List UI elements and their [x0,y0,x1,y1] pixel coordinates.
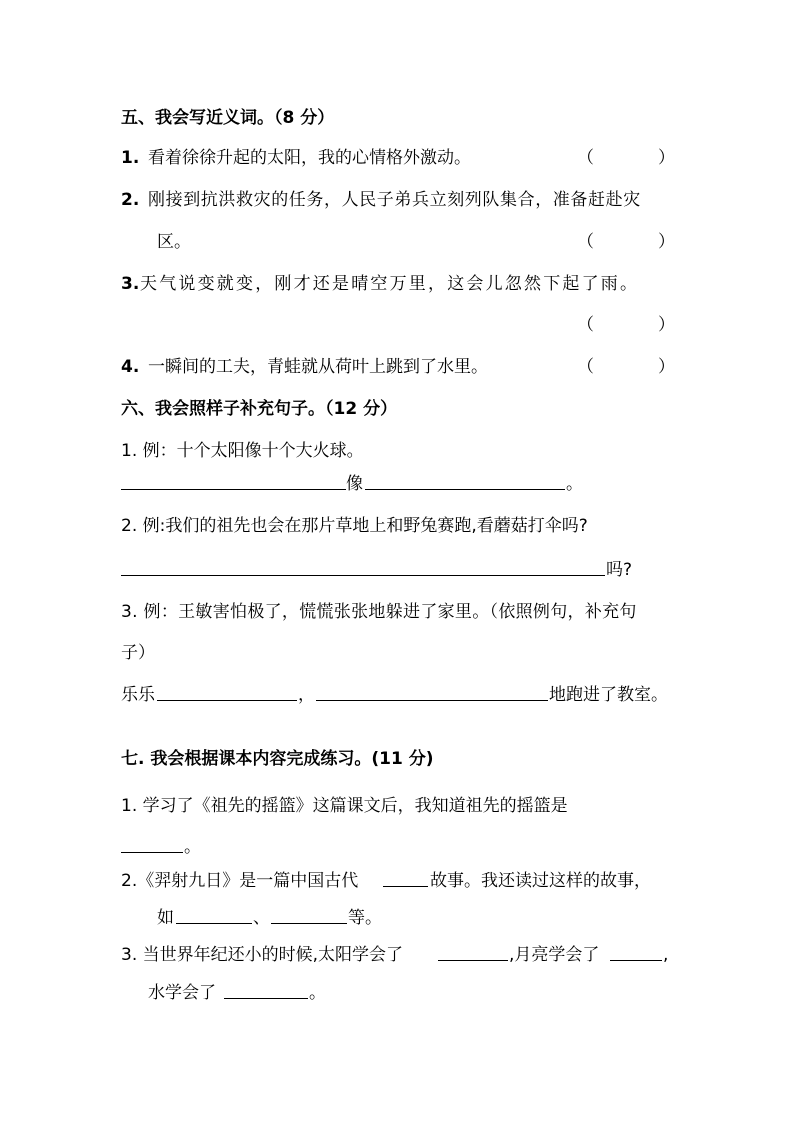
example-text: 2. 例:我们的祖先也会在那片草地上和野兔赛跑,看蘑菇打伞吗? [121,516,588,536]
answer-blank[interactable] [121,469,346,490]
item-number: 3. [121,274,140,294]
end-punct: 。 [309,983,326,1003]
comma: ， [298,685,315,705]
end-punct: 。 [184,837,201,857]
item-number: 1. [121,148,140,168]
item-number: 2. [121,190,140,210]
s6-item-3-example-cont [0,638,794,668]
end-text: 地跑进了教室。 [549,685,668,705]
separator: 、 [253,908,270,928]
item-text: 刚接到抗洪救灾的任务，人民子弟兵立刻列队集合，准备赶赴灾 [148,190,641,210]
item-text: 一瞬间的工夫，青蛙就从荷叶上跳到了水里。 [148,357,488,377]
item-text: 2.《羿射九日》是一篇中国古代 [121,871,359,891]
section-6-heading [0,394,794,424]
answer-blank[interactable] [176,903,252,924]
s5-item-2-cont [0,227,794,257]
answer-paren-close: ） [658,357,675,377]
item-text: 天气说变就变，刚才还是晴空万里，这会儿忽然下起了雨。 [140,274,640,294]
s5-item-3 [0,269,794,299]
separator: , [663,945,669,965]
s6-item-2-answer [0,555,794,585]
answer-blank[interactable] [365,469,565,490]
answer-blank[interactable] [383,866,428,887]
connector-text: ,月亮学会了 [509,945,600,965]
connector-text: 像 [346,474,363,494]
example-text-cont: 子） [121,643,155,663]
answer-paren-close: ） [658,315,675,335]
s7-item-3-cont [0,978,794,1008]
s7-item-1 [0,791,794,821]
answer-blank[interactable] [157,680,297,701]
item-text: 1. 学习了《祖先的摇篮》这篇课文后，我知道祖先的摇篮是 [121,796,568,816]
answer-paren-close: ） [658,148,675,168]
answer-blank[interactable] [224,978,308,999]
line-start: 如 [157,908,174,928]
item-text-cont: 区。 [157,232,191,252]
s6-item-3-answer [0,680,794,710]
item-number: 4. [121,357,140,377]
s7-item-3 [0,940,794,970]
section-7-heading-text: 七. 我会根据课本内容完成练习。(11 分) [121,749,434,769]
section-7-heading [0,744,794,774]
answer-blank[interactable] [121,832,183,853]
answer-paren-close: ） [658,232,675,252]
section-5-heading-text: 五、我会写近义词。（8 分） [121,108,335,128]
answer-paren-open: （ [577,148,594,168]
s6-item-1-answer [0,469,794,499]
item-text: 3. 当世界年纪还小的时候,太阳学会了 [121,945,404,965]
answer-blank[interactable] [610,940,662,961]
s5-item-2 [0,185,794,215]
example-text: 1. 例：十个太阳像十个大火球。 [121,441,364,461]
s5-item-3-answer [0,310,794,340]
line-end: 等。 [348,908,382,928]
s6-item-2-example [0,511,794,541]
s5-item-1 [0,143,794,173]
s6-item-3-example [0,597,794,627]
section-5-heading [0,103,794,133]
example-text: 3. 例：王敏害怕极了，慌慌张张地躲进了家里。（依照例句，补充句 [121,602,637,622]
answer-paren-open: （ [577,357,594,377]
answer-blank[interactable] [438,940,508,961]
s6-item-1-example [0,436,794,466]
start-text: 乐乐 [121,685,155,705]
answer-paren-open: （ [577,232,594,252]
answer-blank[interactable] [121,555,605,576]
s7-item-1-answer [0,832,794,862]
s5-item-4 [0,352,794,382]
item-text: 看着徐徐升起的太阳，我的心情格外激动。 [148,148,471,168]
answer-blank[interactable] [271,903,347,924]
s7-item-2-cont [0,903,794,933]
end-punct: 。 [566,474,583,494]
line-start: 水学会了 [148,983,216,1003]
section-6-heading-text: 六、我会照样子补充句子。（12 分） [121,399,398,419]
answer-paren-open: （ [577,315,594,335]
s7-item-2 [0,866,794,896]
answer-blank[interactable] [316,680,548,701]
item-text-b: 故事。我还读过这样的故事， [430,871,651,891]
end-text: 吗? [606,560,633,580]
